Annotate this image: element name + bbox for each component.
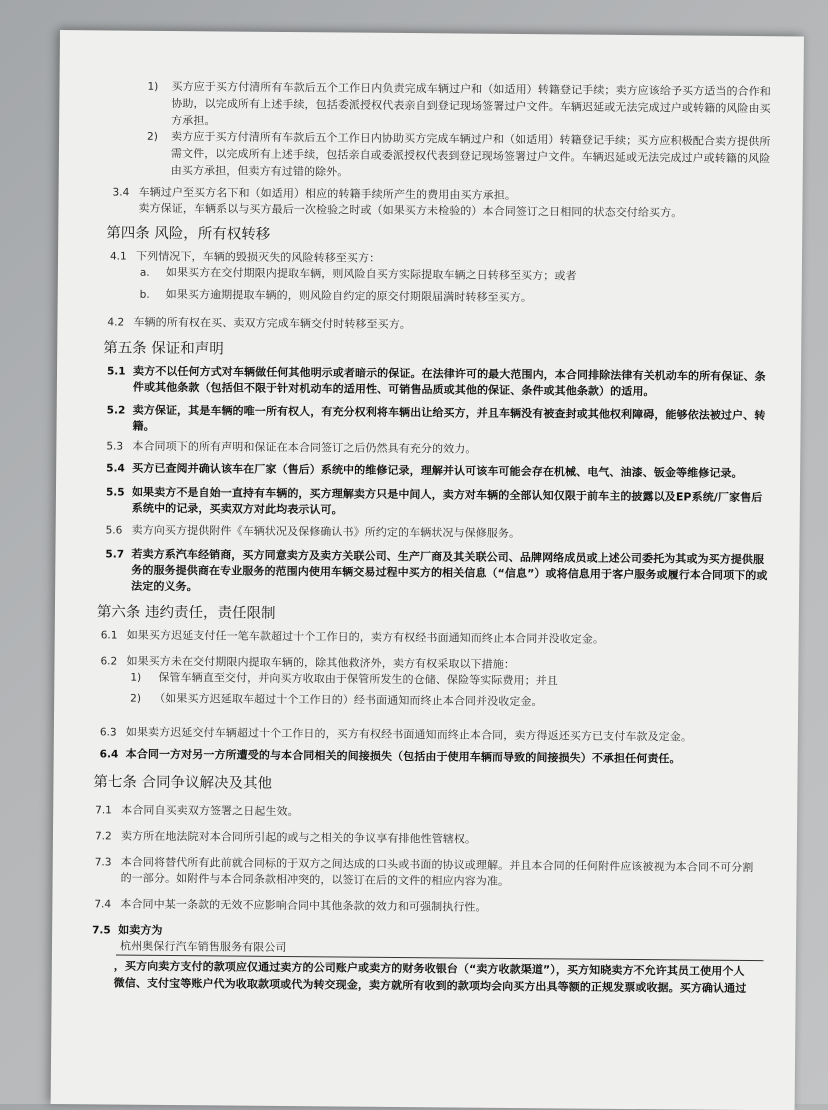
clause-number: 2): [147, 130, 158, 143]
company-name: 杭州奥保行汽车销售服务有限公司: [119, 939, 287, 955]
clause-text: 需文件，以完成所有上述手续，包括亲自或委派授权代表到登记现场签署过户文件。车辆迟延或无法完成过户或转籍的风险: [170, 146, 771, 166]
clause-text: 务的服务提供商在专业服务的范围内使用车辆交易过程中买方的相关信息（“信息”）或将信息用于客户服务或履行本合同项下的或: [131, 563, 768, 583]
clause-text: 如果买方在交付期限内提取车辆，则风险自买方实际提取车辆之日转移至买方；或者: [165, 265, 577, 283]
clause-number: 6.4: [99, 748, 119, 761]
clause-text: 若卖方系汽车经销商，买方同意卖方及卖方关联公司、生产厂商及其关联公司、品牌网络成员或上述公司委托为其或为买方提供服: [131, 547, 765, 567]
clause-text: 协助，以完成所有上述手续，包括委派授权代表亲自到登记现场签署过户文件。车辆迟延或无法完成过户或转籍的风险由买: [171, 96, 771, 116]
clause-text: 卖方所在地法院对本合同所引起的或与之相关的争议享有排他性管辖权。: [120, 829, 477, 846]
clause-text: 件或其他条款（包括但不限于针对机动车的适用性、可销售品质或其他的保证、条件或其他条款）的适用。: [132, 380, 655, 399]
clause-number: 5.4: [106, 462, 125, 475]
clause-text: 如果卖方迟延交付车辆超过十个工作日的，买方有权经书面通知而终止本合同，卖方得返还买方已支付车款及定金。: [125, 725, 693, 744]
clause-text: 由买方承担，但卖方有过错的除外。: [170, 163, 349, 179]
clause-text: 如果买方迟延支付任一笔车款超过十个工作日的，卖方有权经书面通知而终止本合同并没收定金。: [126, 628, 605, 646]
clause-number: 6.1: [100, 629, 118, 642]
clause-number: 1): [130, 671, 142, 684]
clause-number: 3.4: [112, 186, 130, 199]
clause-number: 7.1: [95, 804, 112, 817]
clause-text: 卖方不以任何方式对车辆做任何其他明示或者暗示的保证。在法律许可的最大范围内，本合同排除法律有关机动车的所有保证、条: [132, 364, 766, 384]
clause-text: 买方已查阅并确认该车在厂家（售后）系统中的维修记录，理解并认可该车可能会存在机械、电气、油漆、钣金等维修记录。: [132, 461, 743, 480]
clause-number: 7.3: [94, 856, 112, 869]
clause-number: 7.5: [92, 924, 111, 937]
section-heading: 第四条 风险，所有权转移: [106, 225, 271, 243]
clause-number: b.: [139, 288, 150, 301]
clause-text: 微信、支付宝等账户代为收取款项或代为转交现金，卖方就所有收到的款项均会向买方出具等额的正规发票或收据。买方确认通过: [113, 976, 747, 996]
clause-number: a.: [139, 266, 150, 279]
clause-text: 买方应于买方付清所有车款后五个工作日内负责完成车辆过户和（如适用）转籍登记手续；卖方应该给予买方适当的合作和: [171, 79, 771, 99]
clause-text: 车辆过户至买方名下和（如适用）相应的转籍手续所产生的费用由买方承担。: [138, 185, 517, 202]
clause-text: 的一部分。如附件与本合同条款相冲突的，以签订在后的文件的相应内容为准。: [120, 871, 510, 888]
contract-text: [60, 30, 804, 996]
clause-number: 4.2: [107, 316, 125, 329]
clause-number: 2): [130, 692, 142, 705]
section-heading: 第七条 合同争议解决及其他: [93, 774, 273, 792]
clause-number: 5.2: [106, 404, 126, 417]
clause-text: 本合同中某一条款的无效不应影响合同中其他条款的效力和可强制执行性。: [120, 897, 487, 914]
clause-text: 本合同一方对另一方所遭受的与本合同相关的间接损失（包括由于使用车辆而导致的间接损失）不承担任何责任。: [125, 747, 681, 766]
clause-text: 卖方向买方提供附件《车辆状况及保修确认书》所约定的车辆状况与保修服务。: [131, 523, 521, 541]
clause-text: 如果卖方不是自始一直持有车辆的，买方理解卖方只是中间人，卖方对车辆的全部认知仅限于前车主的披露以及EP系统/厂家售后: [131, 485, 763, 505]
clause-number: 6.2: [100, 655, 118, 668]
clause-text: 卖方保证，其是车辆的唯一所有权人，有充分权利将车辆出让给买方，并且车辆没有被查封或其他权利障碍，能够依法被过户、转: [132, 403, 766, 423]
clause-text: 车辆的所有权在买、卖双方完成车辆交付时转移至买方。: [133, 315, 411, 332]
clause-text: 籍。: [132, 419, 155, 433]
clause-text: 系统中的记录，买卖双方对此均表示认可。: [131, 501, 343, 517]
document-page: [51, 30, 804, 1110]
clause-text: 本合同将替代所有此前就合同标的于双方之间达成的口头或书面的协议或理解。并且本合同的任何附件应该被视为本合同不可分割: [120, 855, 754, 875]
clause-number: 5.3: [106, 440, 124, 453]
clause-text: 下列情况下，车辆的毁损灭失的风险转移至买方：: [135, 249, 381, 265]
clause-text: 本合同项下的所有声明和保证在本合同签订之后仍然具有充分的效力。: [132, 439, 477, 456]
clause-text: （如果买方迟延取车超过十个工作日的）经书面通知而终止本合同并没收定金。: [154, 691, 543, 709]
clause-text: 保管车辆直至交付，并向买方收取由于保管所发生的仓储、保险等实际费用；并且: [158, 670, 559, 688]
clause-number: 6.3: [99, 726, 117, 739]
section-heading: 第五条 保证和声明: [103, 340, 224, 358]
clause-text: 卖方保证，车辆系以与买方最后一次检验之时或（如果买方未检验的）本合同签订之日相同的状态交付给买方。: [138, 201, 683, 220]
clause-text: 本合同自买卖双方签署之日起生效。: [121, 803, 299, 819]
clause-number: 5.7: [105, 548, 125, 561]
clause-number: 4.1: [109, 250, 127, 263]
clause-text: 如果买方逾期提取车辆的，则风险自约定的原交付期限届满时转移至买方。: [165, 287, 533, 305]
clause-text: ，买方向卖方支付的款项应仅通过卖方的公司账户或卖方的财务收银台（“卖方收款渠道”），买方知晓卖方不允许其员工使用个人: [113, 959, 745, 979]
clause-number: 7.4: [94, 898, 112, 911]
clause-number: 1): [147, 80, 159, 93]
section-heading: 第六条 违约责任，责任限制: [96, 604, 276, 622]
clause-text: 卖方应于买方付清所有车款后五个工作日内协助买方完成车辆过户和（如适用）转籍登记手续；买方应积极配合卖方提供所: [171, 129, 771, 149]
clause-number: 5.5: [105, 486, 125, 499]
clause-text: 如果买方未在交付期限内提取车辆的，除其他救济外，卖方有权采取以下措施：: [126, 654, 516, 671]
clause-text: 如卖方为: [118, 923, 163, 937]
clause-number: 7.2: [94, 830, 112, 843]
clause-number: 5.1: [106, 365, 126, 378]
clause-number: 5.6: [105, 524, 123, 537]
clause-text: 法定的义务。: [131, 579, 198, 594]
clause-text: 方承担。: [171, 113, 216, 128]
